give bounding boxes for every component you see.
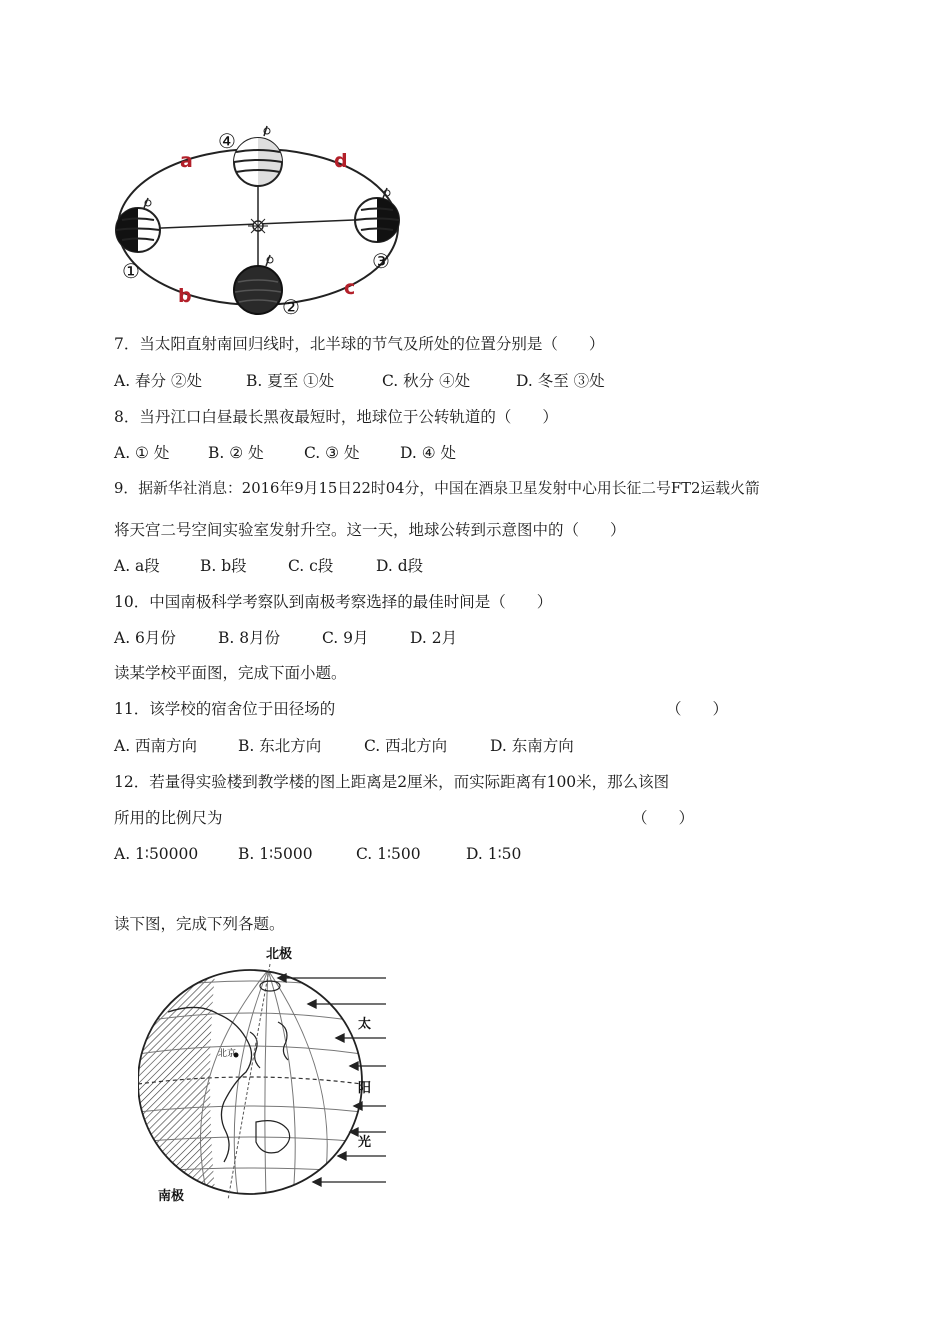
q12-stem-line2: 所用的比例尺为 [114, 809, 223, 827]
position-label-4: ④ [218, 129, 236, 153]
sun-icon [248, 216, 268, 236]
earth-position-4 [234, 126, 282, 186]
segment-label-d: d [334, 150, 348, 172]
q7-option-d[interactable]: D. 冬至 ③处 [516, 372, 605, 390]
earth-orbit-diagram [108, 122, 408, 322]
q11-option-a[interactable]: A. 西南方向 [114, 737, 198, 755]
q9-option-c[interactable]: C. c段 [288, 557, 334, 575]
q9-option-b[interactable]: B. b段 [200, 557, 247, 575]
q12-option-d[interactable]: D. 1∶50 [466, 845, 522, 863]
q7-stem: 7．当太阳直射南回归线时，北半球的节气及所处的位置分别是（ ） [114, 335, 605, 353]
q8-stem: 8．当丹江口白昼最长黑夜最短时，地球位于公转轨道的（ ） [114, 408, 558, 426]
q9-stem-line2: 将天宫二号空间实验室发射升空。这一天，地球公转到示意图中的（ ） [114, 521, 626, 539]
q9-options [114, 556, 423, 576]
q11-options [114, 736, 574, 756]
sunlight-label-1: 太 [358, 1017, 372, 1032]
q7-options [114, 371, 605, 391]
q8-options [114, 443, 456, 463]
q8-option-c[interactable]: C. ③ 处 [304, 444, 360, 462]
q7-option-b[interactable]: B. 夏至 ①处 [246, 372, 335, 390]
q9-stem-line1: 9．据新华社消息：2016年9月15日22时04分，中国在酒泉卫星发射中心用长征二号FT2运载火箭 [114, 480, 760, 497]
beijing-label: 北京 [218, 1049, 237, 1059]
q10-option-b[interactable]: B. 8月份 [218, 629, 281, 647]
q10-option-d[interactable]: D. 2月 [410, 629, 458, 647]
q12-option-c[interactable]: C. 1∶500 [356, 845, 421, 863]
q12-options [114, 844, 521, 864]
q12-option-b[interactable]: B. 1∶5000 [238, 845, 313, 863]
position-label-2: ② [282, 295, 300, 319]
q9-option-d[interactable]: D. d段 [376, 557, 424, 575]
q11-option-b[interactable]: B. 东北方向 [238, 737, 322, 755]
north-pole-label: 北极 [266, 947, 293, 962]
q9-option-a[interactable]: A. a段 [114, 557, 160, 575]
south-pole-label: 南极 [158, 1189, 185, 1204]
q10-option-a[interactable]: A. 6月份 [114, 629, 176, 647]
q7-option-c[interactable]: C. 秋分 ④处 [382, 372, 471, 390]
sunlight-label-2: 阳 [358, 1081, 372, 1096]
school-map-intro: 读某学校平面图，完成下面小题。 [114, 664, 347, 682]
q12-answer-paren: （ ） [632, 809, 695, 827]
q11-answer-paren: （ ） [666, 700, 729, 718]
q11-stem: 11．该学校的宿舍位于田径场的 [114, 700, 336, 718]
q11-option-d[interactable]: D. 东南方向 [490, 737, 574, 755]
q12-stem-line1: 12．若量得实验楼到教学楼的图上距离是2厘米，而实际距离有100米，那么该图 [114, 773, 670, 791]
position-label-1: ① [122, 259, 140, 283]
q10-options [114, 628, 457, 648]
earth-position-3 [355, 188, 399, 242]
q11-option-c[interactable]: C. 西北方向 [364, 737, 448, 755]
segment-label-b: b [178, 285, 192, 307]
sunlight-label-3: 光 [358, 1135, 372, 1150]
segment-label-c: c [344, 277, 356, 299]
globe-intro: 读下图，完成下列各题。 [114, 915, 285, 933]
globe-sunlight-diagram [138, 942, 388, 1204]
q8-option-b[interactable]: B. ② 处 [208, 444, 264, 462]
q12-option-a[interactable]: A. 1∶50000 [114, 845, 199, 863]
q7-option-a[interactable]: A. 春分 ②处 [114, 372, 202, 390]
q8-option-a[interactable]: A. ① 处 [114, 444, 170, 462]
q10-option-c[interactable]: C. 9月 [322, 629, 369, 647]
q8-option-d[interactable]: D. ④ 处 [400, 444, 457, 462]
segment-label-a: a [180, 150, 193, 172]
position-label-3: ③ [372, 249, 390, 273]
q10-stem: 10．中国南极科学考察队到南极考察选择的最佳时间是（ ） [114, 593, 553, 611]
